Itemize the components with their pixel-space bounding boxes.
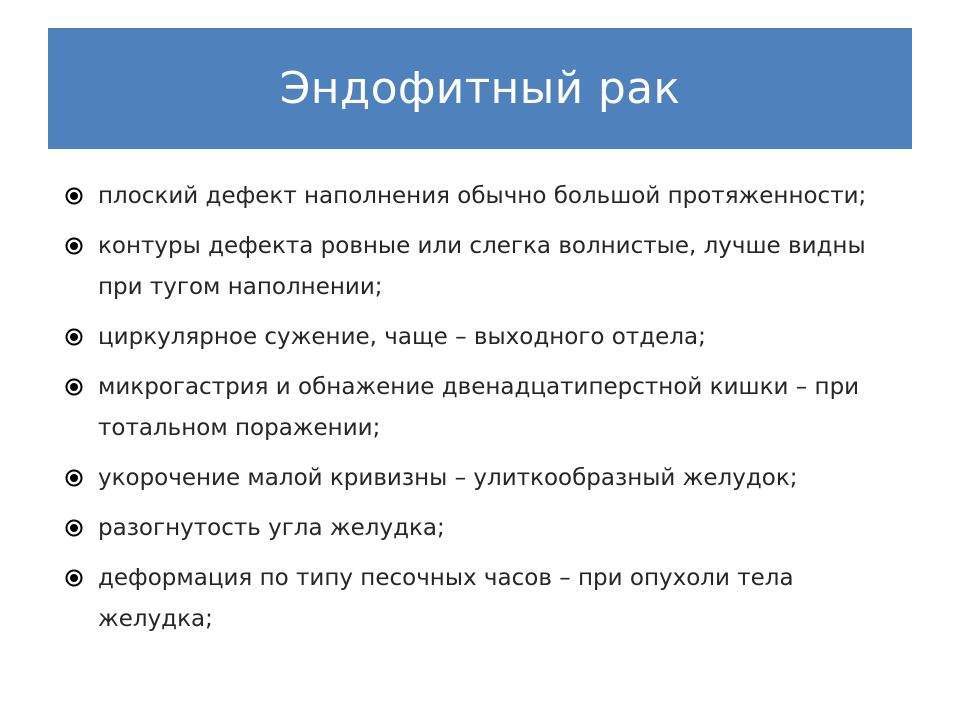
circled-dot-icon bbox=[64, 468, 84, 488]
circled-dot-icon bbox=[64, 327, 84, 347]
bullet-text: разогнутость угла желудка; bbox=[98, 515, 445, 541]
slide-title: Эндофитный рак bbox=[279, 63, 681, 114]
bullet-text: микрогастрия и обнажение двенадцатиперстной кишки – при тотальном поражении; bbox=[98, 374, 860, 441]
bullet-item bbox=[60, 458, 900, 499]
bullet-text: плоский дефект наполнения обычно большой протяженности; bbox=[98, 183, 867, 209]
bullet-list bbox=[60, 176, 900, 649]
title-bar bbox=[48, 28, 912, 149]
bullet-item bbox=[60, 317, 900, 358]
circled-dot-icon bbox=[64, 518, 84, 538]
bullet-item bbox=[60, 176, 900, 217]
circled-dot-icon bbox=[64, 186, 84, 206]
circled-dot-icon bbox=[64, 236, 84, 256]
bullet-item bbox=[60, 226, 900, 308]
bullet-text: укорочение малой кривизны – улиткообразный желудок; bbox=[98, 465, 798, 491]
circled-dot-icon bbox=[64, 377, 84, 397]
bullet-text: деформация по типу песочных часов – при опухоли тела желудка; bbox=[98, 565, 794, 632]
bullet-item bbox=[60, 508, 900, 549]
bullet-item bbox=[60, 367, 900, 449]
bullet-text: циркулярное сужение, чаще – выходного отдела; bbox=[98, 324, 706, 350]
circled-dot-icon bbox=[64, 568, 84, 588]
bullet-text: контуры дефекта ровные или слегка волнистые, лучше видны при тугом наполнении; bbox=[98, 233, 866, 300]
bullet-item bbox=[60, 558, 900, 640]
